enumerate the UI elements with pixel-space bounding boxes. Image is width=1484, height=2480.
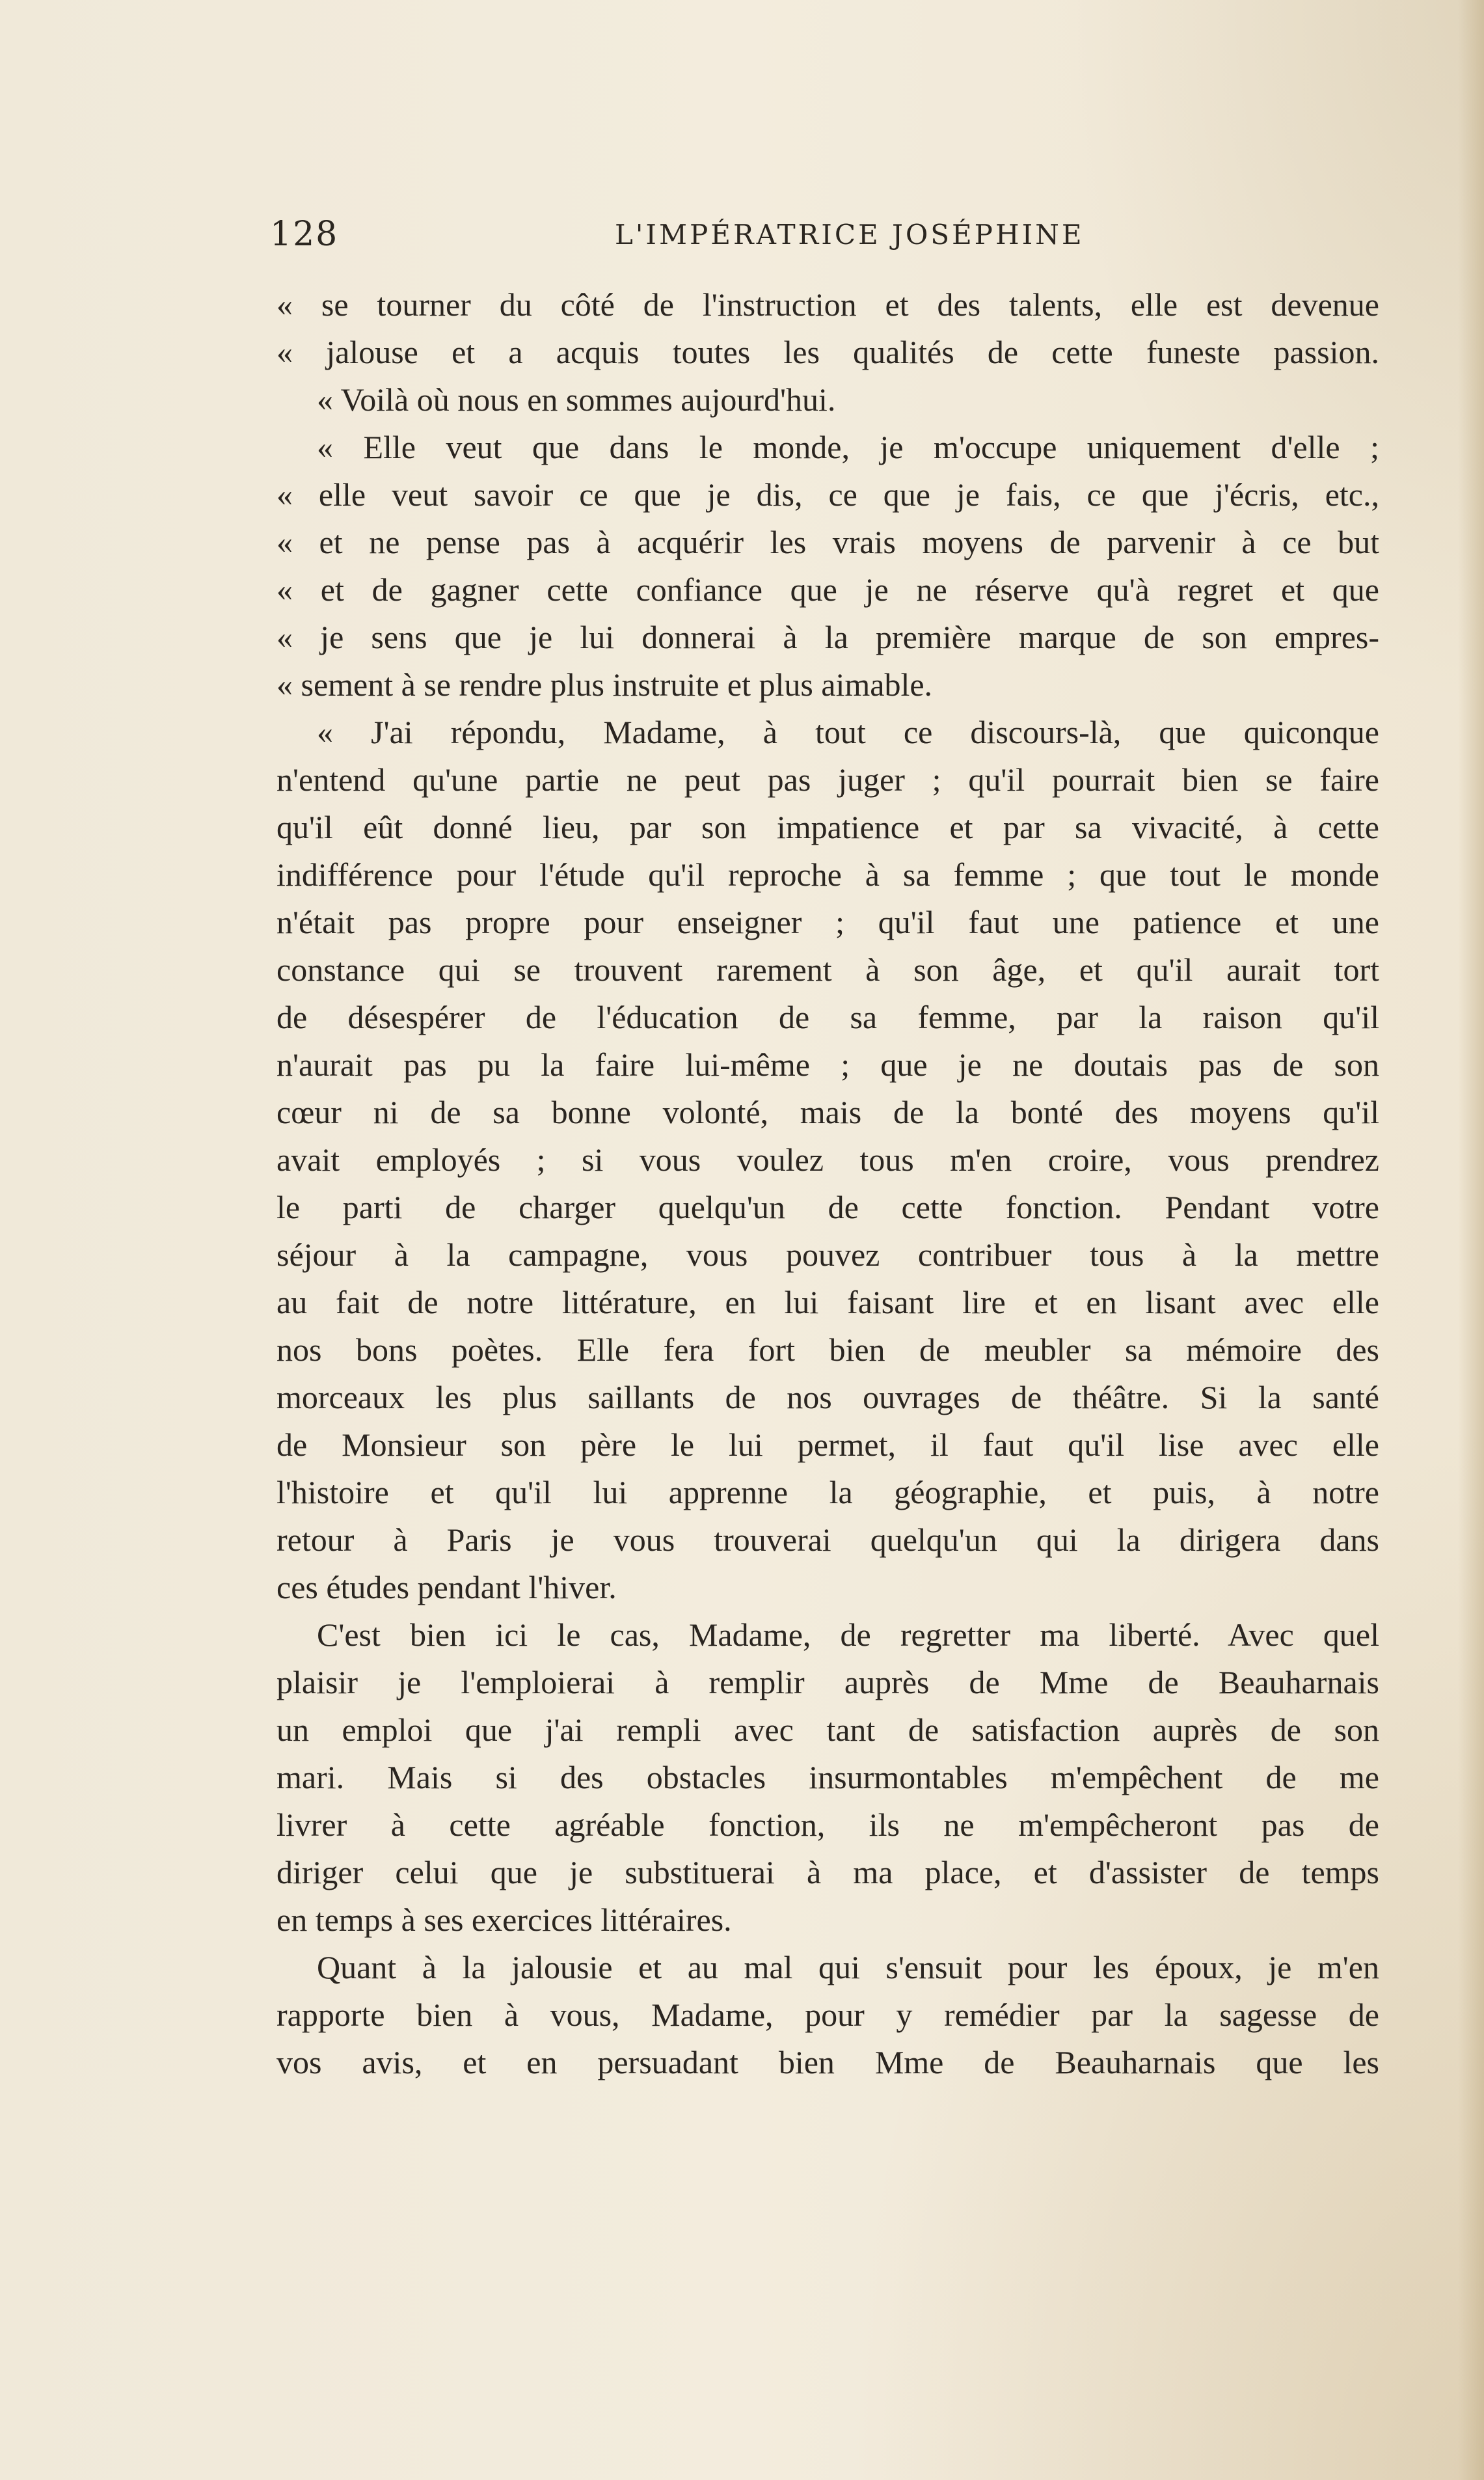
text-line: « et ne pense pas à acquérir les vrais moyens de parvenir à ce but	[277, 524, 1379, 560]
body-text	[277, 281, 1379, 2086]
text-line: qu'il eût donné lieu, par son impatience et par sa vivacité, à cette	[277, 809, 1379, 845]
text-line: C'est bien ici le cas, Madame, de regretter ma liberté. Avec quel	[317, 1616, 1379, 1653]
text-line: Quant à la jalousie et au mal qui s'ensuit pour les époux, je m'en	[317, 1949, 1379, 1985]
text-line: « se tourner du côté de l'instruction et des talents, elle est devenue	[277, 286, 1379, 323]
text-line: en temps à ses exercices littéraires.	[277, 1901, 732, 1938]
text-line: ces études pendant l'hiver.	[277, 1569, 617, 1605]
text-line: cœur ni de sa bonne volonté, mais de la bonté des moyens qu'il	[277, 1094, 1379, 1130]
text-line: vos avis, et en persuadant bien Mme de Beauharnais que les	[277, 2044, 1379, 2080]
text-line: le parti de charger quelqu'un de cette fonction. Pendant votre	[277, 1189, 1379, 1225]
text-line: « je sens que je lui donnerai à la première marque de son empres-	[277, 619, 1379, 655]
text-line: « Elle veut que dans le monde, je m'occupe uniquement d'elle ;	[317, 429, 1379, 465]
text-line: livrer à cette agréable fonction, ils ne m'empêcheront pas de	[277, 1806, 1379, 1843]
text-line: un emploi que j'ai rempli avec tant de satisfaction auprès de son	[277, 1711, 1379, 1748]
text-line: « et de gagner cette confiance que je ne réserve qu'à regret et que	[277, 571, 1379, 608]
text-line: n'aurait pas pu la faire lui-même ; que je ne doutais pas de son	[277, 1046, 1379, 1083]
text-line: l'histoire et qu'il lui apprenne la géographie, et puis, à notre	[277, 1474, 1379, 1510]
text-line: plaisir je l'emploierai à remplir auprès de Mme de Beauharnais	[277, 1664, 1379, 1700]
page-number: 128	[270, 215, 339, 254]
text-line: « jalouse et a acquis toutes les qualités de cette funeste passion.	[277, 334, 1379, 370]
running-title: L'IMPÉRATRICE JOSÉPHINE	[615, 219, 1085, 251]
text-line: rapporte bien à vous, Madame, pour y remédier par la sagesse de	[277, 1996, 1379, 2033]
text-line: de désespérer de l'éducation de sa femme, par la raison qu'il	[277, 999, 1379, 1035]
text-line: « J'ai répondu, Madame, à tout ce discours-là, que quiconque	[317, 714, 1379, 750]
text-line: « Voilà où nous en sommes aujourd'hui.	[317, 381, 836, 418]
text-line: morceaux les plus saillants de nos ouvrages de théâtre. Si la santé	[277, 1379, 1379, 1415]
text-line: diriger celui que je substituerai à ma place, et d'assister de temps	[277, 1854, 1379, 1890]
text-line: séjour à la campagne, vous pouvez contribuer tous à la mettre	[277, 1236, 1379, 1273]
text-line: « sement à se rendre plus instruite et plus aimable.	[277, 666, 933, 703]
text-line: au fait de notre littérature, en lui faisant lire et en lisant avec elle	[277, 1284, 1379, 1320]
text-line: de Monsieur son père le lui permet, il faut qu'il lise avec elle	[277, 1426, 1379, 1463]
text-line: indifférence pour l'étude qu'il reproche à sa femme ; que tout le monde	[277, 856, 1379, 893]
text-line: n'entend qu'une partie ne peut pas juger ; qu'il pourrait bien se faire	[277, 761, 1379, 798]
text-line: avait employés ; si vous voulez tous m'en croire, vous prendrez	[277, 1141, 1379, 1178]
text-line: mari. Mais si des obstacles insurmontables m'empêchent de me	[277, 1759, 1379, 1795]
page-edge-shading	[1458, 0, 1484, 2480]
text-line: constance qui se trouvent rarement à son âge, et qu'il aurait tort	[277, 951, 1379, 988]
text-line: nos bons poètes. Elle fera fort bien de meubler sa mémoire des	[277, 1331, 1379, 1368]
running-head	[270, 215, 1376, 260]
text-line: n'était pas propre pour enseigner ; qu'il faut une patience et une	[277, 904, 1379, 940]
text-line: « elle veut savoir ce que je dis, ce que je fais, ce que j'écris, etc.,	[277, 476, 1379, 513]
text-line: retour à Paris je vous trouverai quelqu'un qui la dirigera dans	[277, 1521, 1379, 1558]
